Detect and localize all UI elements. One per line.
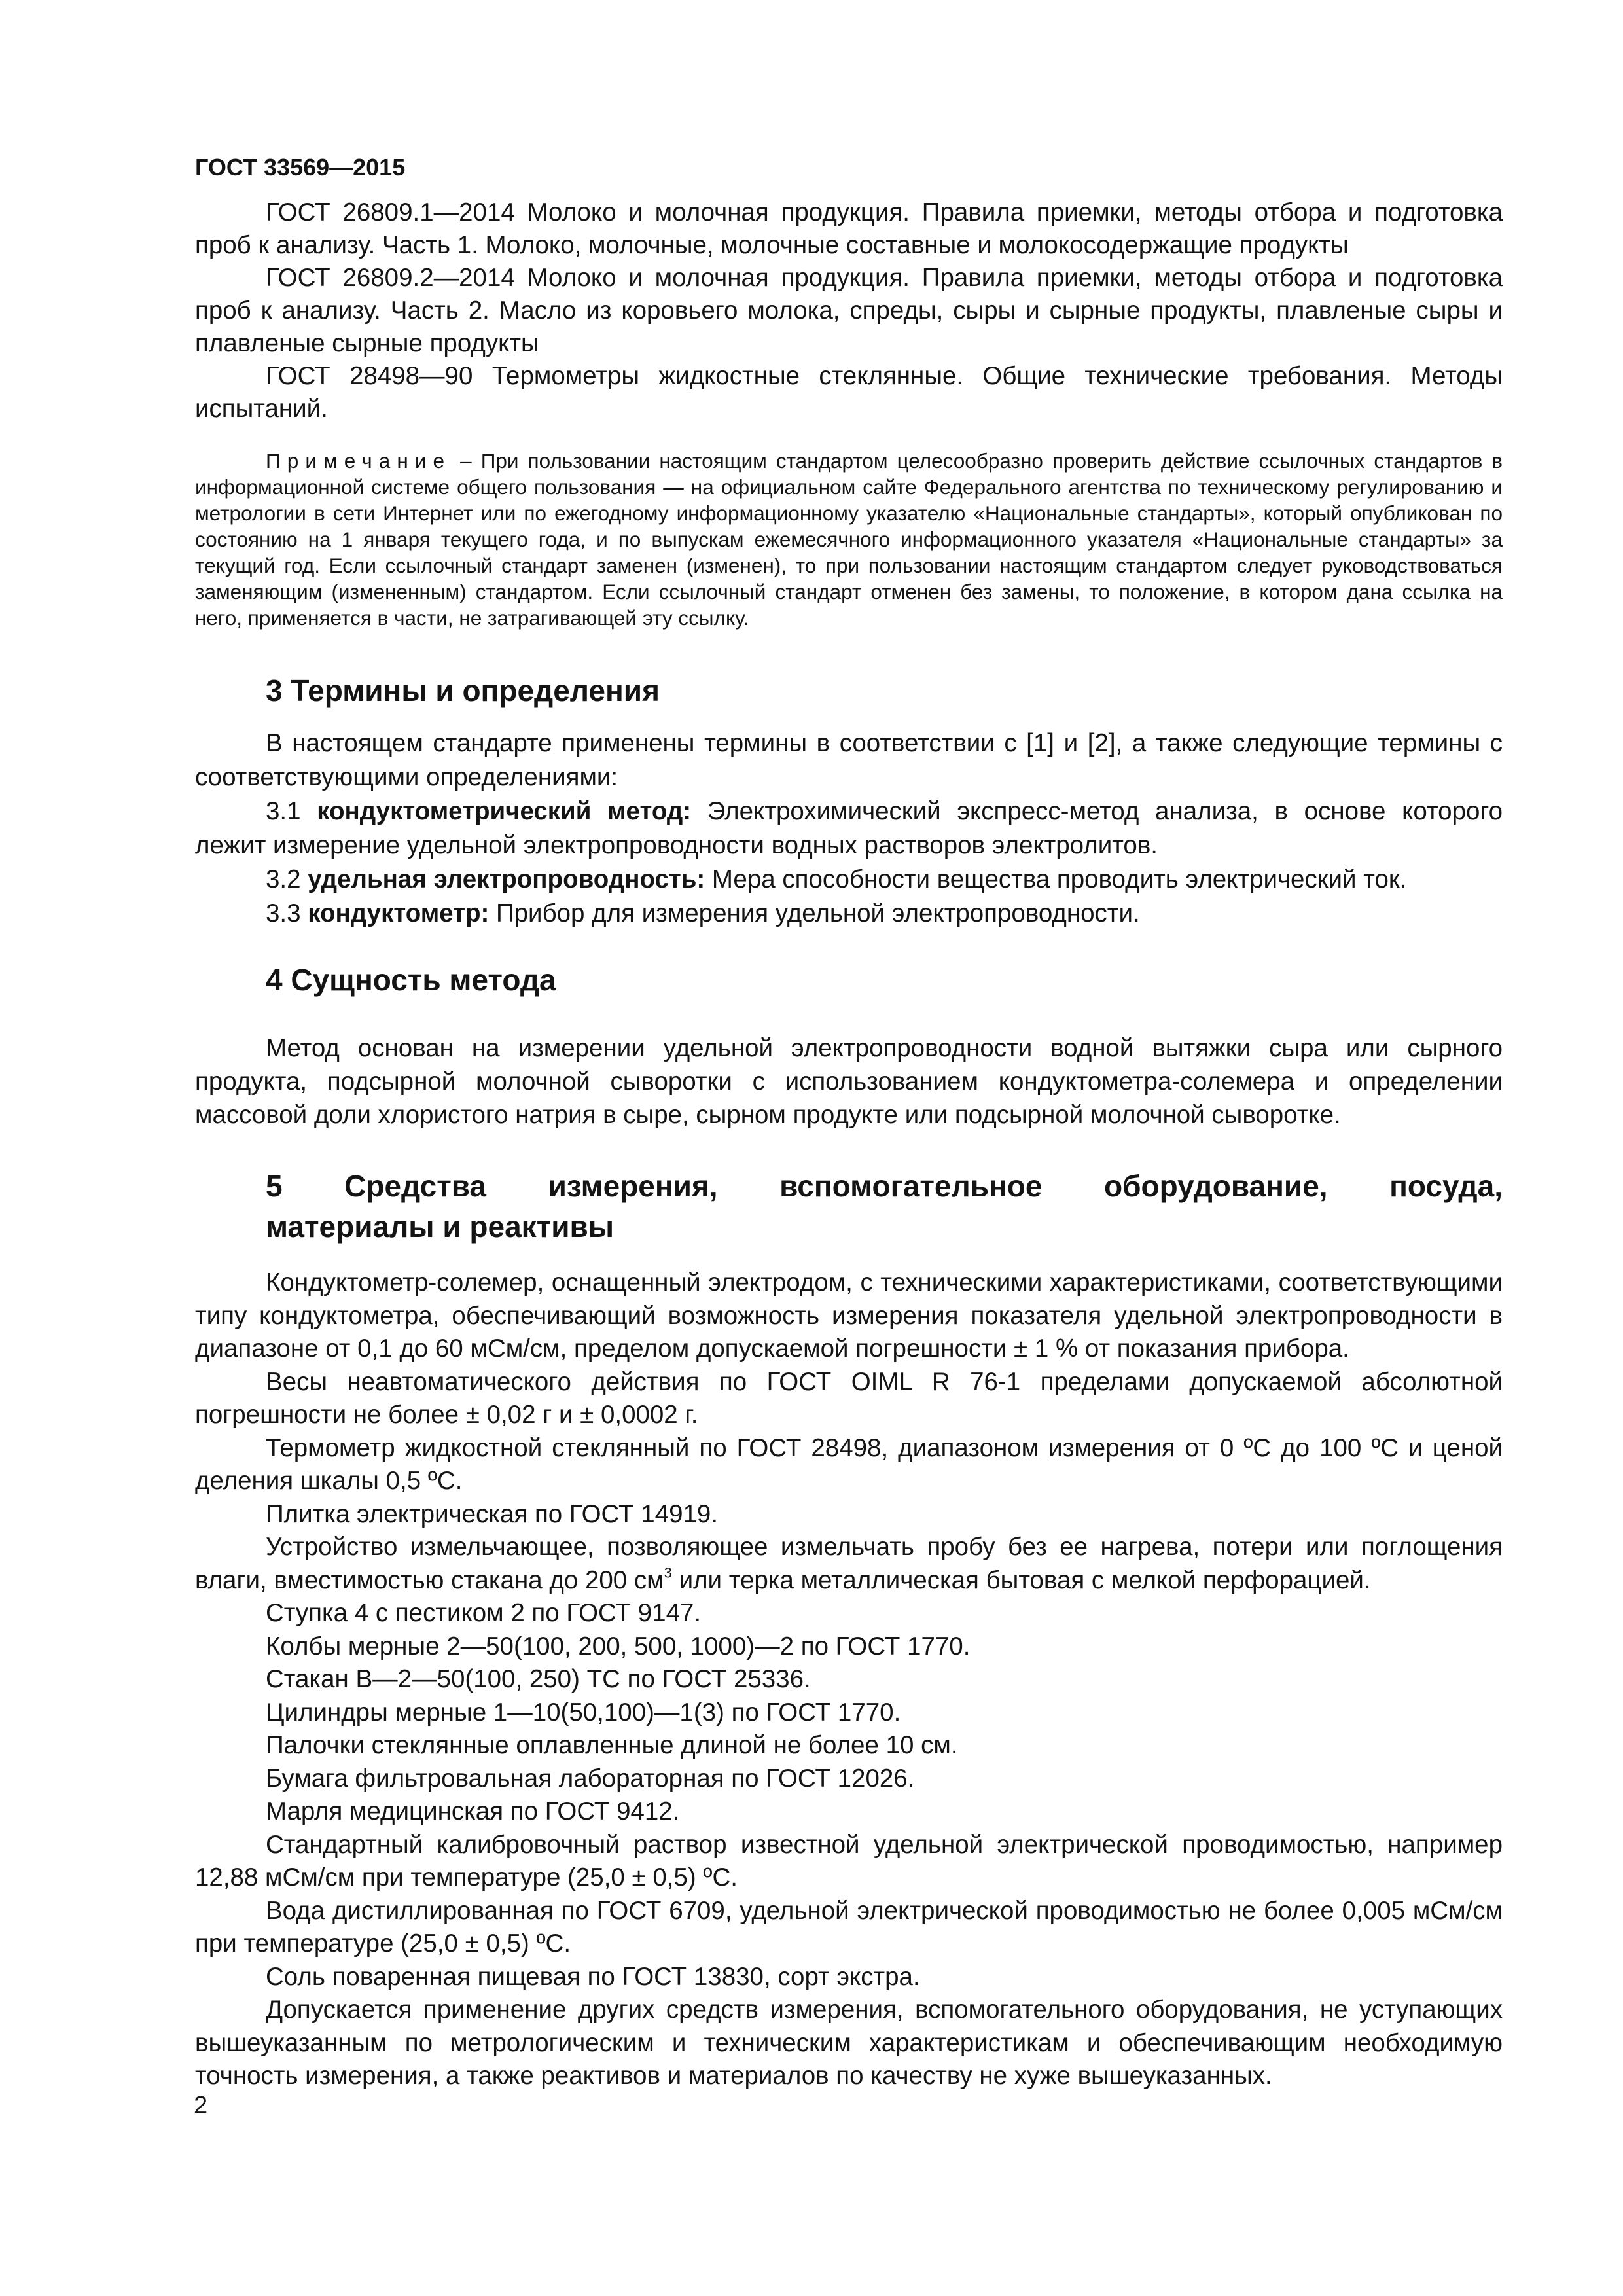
document-header: ГОСТ 33569—2015 — [195, 154, 406, 181]
section-4-text: Метод основан на измерении удельной электропроводности водной вытяжки сыра или сырного продукта, подсырной молочной сыворотки с использованием кондуктометра-солемера и определении массовой доли хлористого натрия в сыре, сырном продукте или подсырной молочной сыворотке. — [195, 1034, 1503, 1129]
crusher-text: Устройство измельчающее, позволяющее измельчать пробу без ее нагрева, потери или поглощения влаги, вместимостью стакана до 200 см — [195, 1533, 1503, 1594]
normative-references — [195, 196, 1503, 425]
section-5-title-line-1: 5 Средства измерения, вспомогательное оборудование, посуда, — [266, 1169, 1503, 1203]
superscript: 3 — [664, 1564, 672, 1581]
equipment-item: Ступка 4 с пестиком 2 по ГОСТ 9147. — [266, 1599, 702, 1627]
term-number: 3.3 — [266, 899, 308, 927]
term-item — [195, 897, 1503, 931]
equipment-item: Марля медицинская по ГОСТ 9412. — [266, 1797, 680, 1825]
equipment-item: Плитка электрическая по ГОСТ 14919. — [266, 1499, 719, 1528]
section-4-title: 4 Сущность метода — [266, 963, 556, 997]
reference-item: ГОСТ 26809.1—2014 Молоко и молочная продукция. Правила приемки, методы отбора и подготовка проб к анализу. Часть 1. Молоко, молочные, молочные составные и молокосодержащие продукты — [195, 198, 1503, 259]
term-number: 3.1 — [266, 797, 317, 825]
equipment-item: Весы неавтоматического действия по ГОСТ OIML R 76-1 пределами допускаемой абсолютной погрешности не более ± 0,02 г и ± 0,0002 г. — [195, 1367, 1503, 1429]
reference-item: ГОСТ 28498—90 Термометры жидкостные стеклянные. Общие технические требования. Методы испытаний. — [195, 362, 1503, 423]
term-definition: Мера способности вещества проводить электрический ток. — [705, 865, 1407, 893]
section-5-body — [195, 1266, 1503, 2093]
equipment-item: Кондуктометр-солемер, оснащенный электродом, с техническими характеристиками, соответствующими типу кондуктометра, обеспечивающий возможность измерения показателя удельной электропроводности в диапазоне от 0,1 до 60 мСм/см, пределом допускаемой погрешности ± 1 % от показания прибора. — [195, 1268, 1503, 1363]
section-5-title-line-2: материалы и реактивы — [266, 1210, 615, 1244]
term-definition: Электрохимический экспресс-метод анализа, в основе которого лежит измерение удельной электропроводности водных растворов электролитов. — [195, 797, 1503, 859]
term-number: 3.2 — [266, 865, 308, 893]
section-3-intro: В настоящем стандарте применены термины в соответствии с [1] и [2], а также следующие термины с соответствующими определениями: — [195, 729, 1503, 791]
equipment-item: Термометр жидкостной стеклянный по ГОСТ 28498, диапазоном измерения от 0 ºС до 100 ºС и ценой деления шкалы 0,5 ºС. — [195, 1433, 1503, 1495]
term-item — [195, 863, 1503, 897]
section-3-body — [195, 726, 1503, 931]
crusher-text-end: или терка металлическая бытовая с мелкой перфорацией. — [671, 1566, 1371, 1594]
equipment-item: Стакан В—2—50(100, 250) ТС по ГОСТ 25336. — [266, 1665, 811, 1693]
term-definition: Прибор для измерения удельной электропроводности. — [489, 899, 1140, 927]
section-3-title: 3 Термины и определения — [266, 673, 660, 708]
equipment-item: Колбы мерные 2—50(100, 200, 500, 1000)—2 по ГОСТ 1770. — [266, 1632, 971, 1660]
equipment-item: Вода дистиллированная по ГОСТ 6709, удельной электрической проводимостью не более 0,005 мСм/см при температуре (25,0 ± 0,5) ºС. — [195, 1896, 1503, 1958]
note-block — [195, 448, 1503, 631]
term-name: кондуктометр: — [308, 899, 490, 927]
note-text: – При пользовании настоящим стандартом целесообразно проверить действие ссылочных стандартов в информационной системе общего пользования — на официальном сайте Федерального агентства по техническому регулированию и метрологии в сети Интернет или по ежегодному информационному указателю «Национальные стандарты», который опубликован по состоянию на 1 января текущего года, и по выпускам ежемесячного информационного указателя «Национальные стандарты» за текущий год. Если ссылочный стандарт заменен (изменен), то при пользовании настоящим стандартом следует руководствоваться заменяющим (измененным) стандартом. Если ссылочный стандарт отменен без замены, то положение, в котором дана ссылка на него, применяется в части, не затрагивающей эту ссылку. — [195, 449, 1503, 630]
equipment-item: Бумага фильтровальная лабораторная по ГОСТ 12026. — [266, 1764, 915, 1793]
equipment-item: Палочки стеклянные оплавленные длиной не более 10 см. — [266, 1731, 958, 1759]
page-number: 2 — [194, 2092, 208, 2119]
page-content — [195, 149, 1503, 2093]
equipment-item: Цилиндры мерные 1—10(50,100)—1(3) по ГОСТ 1770. — [266, 1698, 901, 1727]
equipment-item: Соль поваренная пищевая по ГОСТ 13830, сорт экстра. — [266, 1962, 920, 1991]
note-label: Примечание — [266, 449, 452, 473]
equipment-item: Стандартный калибровочный раствор известной удельной электрической проводимостью, например 12,88 мСм/см при температуре (25,0 ± 0,5) ºС. — [195, 1830, 1503, 1892]
term-name: кондуктометрический метод: — [317, 797, 692, 825]
section-5-title — [195, 1166, 1503, 1247]
section-4-body — [195, 1031, 1503, 1132]
equipment-item: Допускается применение других средств измерения, вспомогательного оборудования, не уступающих вышеуказанным по метрологическим и техническим характеристикам и обеспечивающим необходимую точность измерения, а также реактивов и материалов по качеству не хуже вышеуказанных. — [195, 1996, 1503, 2090]
reference-item: ГОСТ 26809.2—2014 Молоко и молочная продукция. Правила приемки, методы отбора и подготовка проб к анализу. Часть 2. Масло из коровьего молока, спреды, сыры и сырные продукты, плавленые сыры и плавленые сырные продукты — [195, 264, 1503, 357]
equipment-item — [195, 1531, 1503, 1597]
note-paragraph — [195, 448, 1503, 631]
term-item — [195, 795, 1503, 863]
term-name: удельная электропроводность: — [308, 865, 705, 893]
